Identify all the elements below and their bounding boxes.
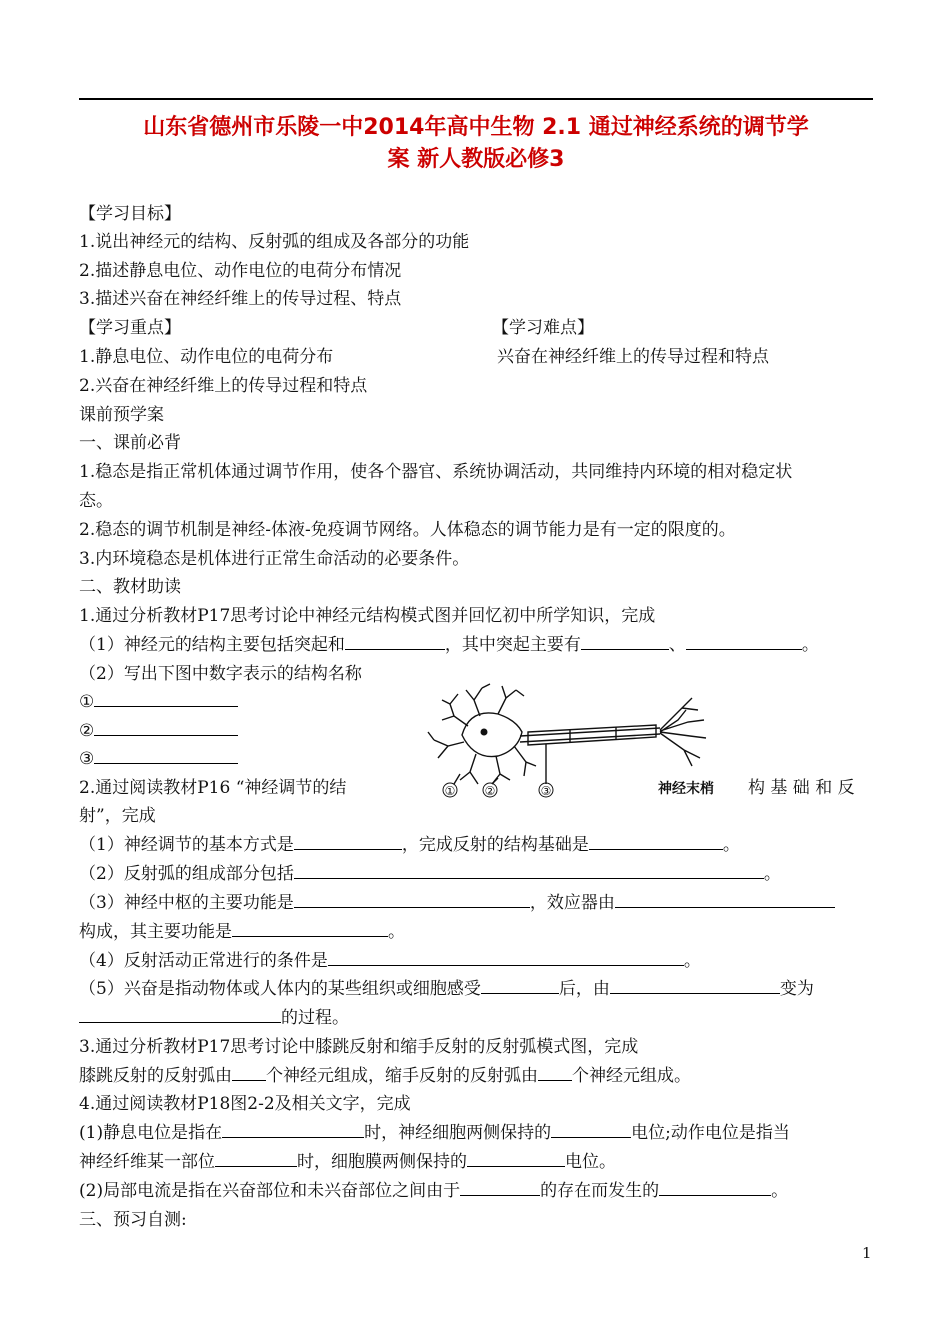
answer-blank[interactable]	[345, 631, 445, 650]
answer-blank[interactable]	[79, 1004, 281, 1023]
key-point-1: 1.静息电位、动作电位的电荷分布	[79, 347, 334, 367]
question-4	[79, 947, 701, 975]
reading-4-q2	[79, 1177, 788, 1205]
memorize-1a: 1.稳态是指正常机体通过调节作用，使各个器官、系统协调活动，共同维持内环境的相对稳定状	[79, 462, 793, 482]
question-5	[79, 975, 814, 1003]
q3-text-c: 构成，其主要功能是	[79, 922, 232, 942]
answer-blank[interactable]	[659, 1177, 771, 1196]
answer-blank[interactable]	[294, 889, 530, 908]
q5-text-d: 的过程。	[281, 1008, 349, 1028]
answer-blank[interactable]	[232, 918, 388, 937]
answer-blank[interactable]	[481, 975, 559, 994]
q3-text-b: ，效应器由	[529, 893, 615, 913]
header-rule	[79, 98, 873, 100]
reading-1-q1	[79, 631, 819, 659]
answer-blank[interactable]	[294, 831, 402, 850]
key-point-2: 2.兴奋在神经纤维上的传导过程和特点	[79, 376, 368, 396]
dendrite	[514, 746, 536, 776]
reading-2-a: 2.通过阅读教材P16 “神经调节的结	[79, 778, 347, 798]
r3-text-a: 膝跳反射的反射弧由	[79, 1066, 232, 1086]
r4q1-text-a: (1)静息电位是指在	[79, 1123, 223, 1143]
r1q1-text-b: ，其中突起主要有	[444, 635, 581, 655]
title-line-1: 山东省德州市乐陵一中2014年高中生物 2.1 通过神经系统的调节学	[143, 115, 809, 140]
label-3: ③	[540, 784, 552, 798]
reading-1-q2: （2）写出下图中数字表示的结构名称	[79, 664, 362, 684]
section-3-heading: 三、预习自测:	[79, 1210, 187, 1230]
answer-blank[interactable]	[328, 947, 684, 966]
reading-3-fill	[79, 1062, 691, 1090]
fill-row-3	[79, 745, 238, 773]
r3-text-c: 个神经元组成。	[572, 1066, 691, 1086]
r1q1-text-d: 。	[801, 635, 819, 655]
r4q2-text-c: 。	[771, 1181, 789, 1201]
answer-blank[interactable]	[610, 975, 780, 994]
goals-header: 【学习目标】	[79, 204, 181, 224]
r4q1-text-f: 电位。	[565, 1152, 616, 1172]
q5-text-a: （5）兴奋是指动物体或人体内的某些组织或细胞感受	[79, 979, 481, 999]
nucleus	[481, 729, 488, 736]
section-2-heading: 二、教材助读	[79, 577, 181, 597]
nerve-ending-label: 神经末梢	[658, 781, 714, 797]
answer-blank[interactable]	[581, 631, 669, 650]
dendrite	[428, 732, 464, 758]
cell-body	[462, 713, 522, 757]
circled-1: ①	[79, 692, 95, 712]
q1-text-a: （1）神经调节的基本方式是	[79, 835, 294, 855]
r4q1-text-d: 神经纤维某一部位	[79, 1152, 215, 1172]
r3-text-b: 个神经元组成，缩手反射的反射弧由	[266, 1066, 538, 1086]
reading-4-q1	[79, 1119, 790, 1147]
goal-2: 2.描述静息电位、动作电位的电荷分布情况	[79, 261, 402, 281]
r4q2-text-b: 的存在而发生的	[540, 1181, 660, 1201]
fill-row-2	[79, 717, 238, 745]
reading-2-c: 射”，完成	[79, 806, 156, 826]
dendrite	[492, 756, 510, 784]
question-3-cont	[79, 918, 405, 946]
circled-2: ②	[79, 721, 95, 741]
leader-line-1	[454, 774, 460, 784]
q4-text-b: 。	[683, 951, 701, 971]
r1q1-text-c: 、	[668, 635, 686, 655]
answer-blank[interactable]	[232, 1062, 266, 1081]
reading-3: 3.通过分析教材P17思考讨论中膝跳反射和缩手反射的反射弧模式图，完成	[79, 1037, 639, 1057]
answer-blank[interactable]	[551, 1119, 631, 1138]
reading-4-q1-cont	[79, 1148, 616, 1176]
q4-text-a: （4）反射活动正常进行的条件是	[79, 951, 328, 971]
reading-1: 1.通过分析教材P17思考讨论中神经元结构模式图并回忆初中所学知识，完成	[79, 606, 656, 626]
label-2: ②	[484, 784, 496, 798]
q5-text-c: 变为	[779, 979, 814, 999]
document-title	[79, 112, 873, 176]
answer-blank[interactable]	[686, 631, 802, 650]
reading-2-b: 构 基 础 和 反	[748, 778, 855, 798]
label-1: ①	[444, 784, 456, 798]
r4q1-text-e: 时，细胞膜两侧保持的	[297, 1152, 467, 1172]
answer-blank[interactable]	[94, 717, 238, 736]
neuron-figure	[428, 684, 706, 784]
answer-blank[interactable]	[94, 745, 238, 764]
dendrite	[442, 694, 468, 726]
q3-text-d: 。	[388, 922, 405, 942]
question-5-cont	[79, 1004, 349, 1032]
r4q1-text-b: 时，神经细胞两侧保持的	[364, 1123, 552, 1143]
fill-row-1	[79, 688, 238, 716]
q5-text-b: 后，由	[558, 979, 610, 999]
q3-text-a: （3）神经中枢的主要功能是	[79, 893, 294, 913]
answer-blank[interactable]	[460, 1177, 540, 1196]
section-1-heading: 一、课前必背	[79, 433, 181, 453]
answer-blank[interactable]	[589, 831, 723, 850]
dendrite	[498, 686, 524, 714]
q2-text-b: 。	[763, 864, 781, 884]
diagram-labels	[443, 783, 553, 798]
question-1	[79, 831, 740, 859]
preview-heading: 课前预学案	[79, 405, 164, 425]
q1-text-b: ，完成反射的结构基础是	[401, 835, 589, 855]
q2-text-a: （2）反射弧的组成部分包括	[79, 864, 294, 884]
key-points-header: 【学习重点】	[79, 318, 181, 338]
answer-blank[interactable]	[215, 1148, 297, 1167]
answer-blank[interactable]	[538, 1062, 572, 1081]
axon-terminals	[660, 698, 706, 766]
goal-1: 1.说出神经元的结构、反射弧的组成及各部分的功能	[79, 232, 470, 252]
question-2	[79, 860, 781, 888]
title-line-2: 案 新人教版必修3	[387, 147, 565, 172]
difficult-point-1: 兴奋在神经纤维上的传导过程和特点	[497, 347, 769, 367]
goal-3: 3.描述兴奋在神经纤维上的传导过程、特点	[79, 289, 402, 309]
answer-blank[interactable]	[615, 889, 835, 908]
memorize-1b: 态。	[79, 491, 113, 511]
difficult-points-header: 【学习难点】	[492, 318, 594, 338]
r4q1-text-c: 电位;动作电位是指当	[631, 1123, 790, 1143]
r4q2-text-a: (2)局部电流是指在兴奋部位和未兴奋部位之间由于	[79, 1181, 461, 1201]
question-3	[79, 889, 835, 917]
page-number: 1	[862, 1244, 872, 1262]
memorize-3: 3.内环境稳态是机体进行正常生命活动的必要条件。	[79, 549, 470, 569]
q1-text-c: 。	[722, 835, 740, 855]
r1q1-text-a: （1）神经元的结构主要包括突起和	[79, 635, 345, 655]
answer-blank[interactable]	[94, 688, 238, 707]
dendrite	[460, 754, 478, 784]
memorize-2: 2.稳态的调节机制是神经-体液-免疫调节网络。人体稳态的调节能力是有一定的限度的。	[79, 520, 736, 540]
circled-3: ③	[79, 749, 95, 769]
answer-blank[interactable]	[467, 1148, 565, 1167]
reading-4: 4.通过阅读教材P18图2-2及相关文字，完成	[79, 1094, 411, 1114]
dendrite	[466, 684, 490, 716]
answer-blank[interactable]	[294, 860, 764, 879]
answer-blank[interactable]	[222, 1119, 364, 1138]
